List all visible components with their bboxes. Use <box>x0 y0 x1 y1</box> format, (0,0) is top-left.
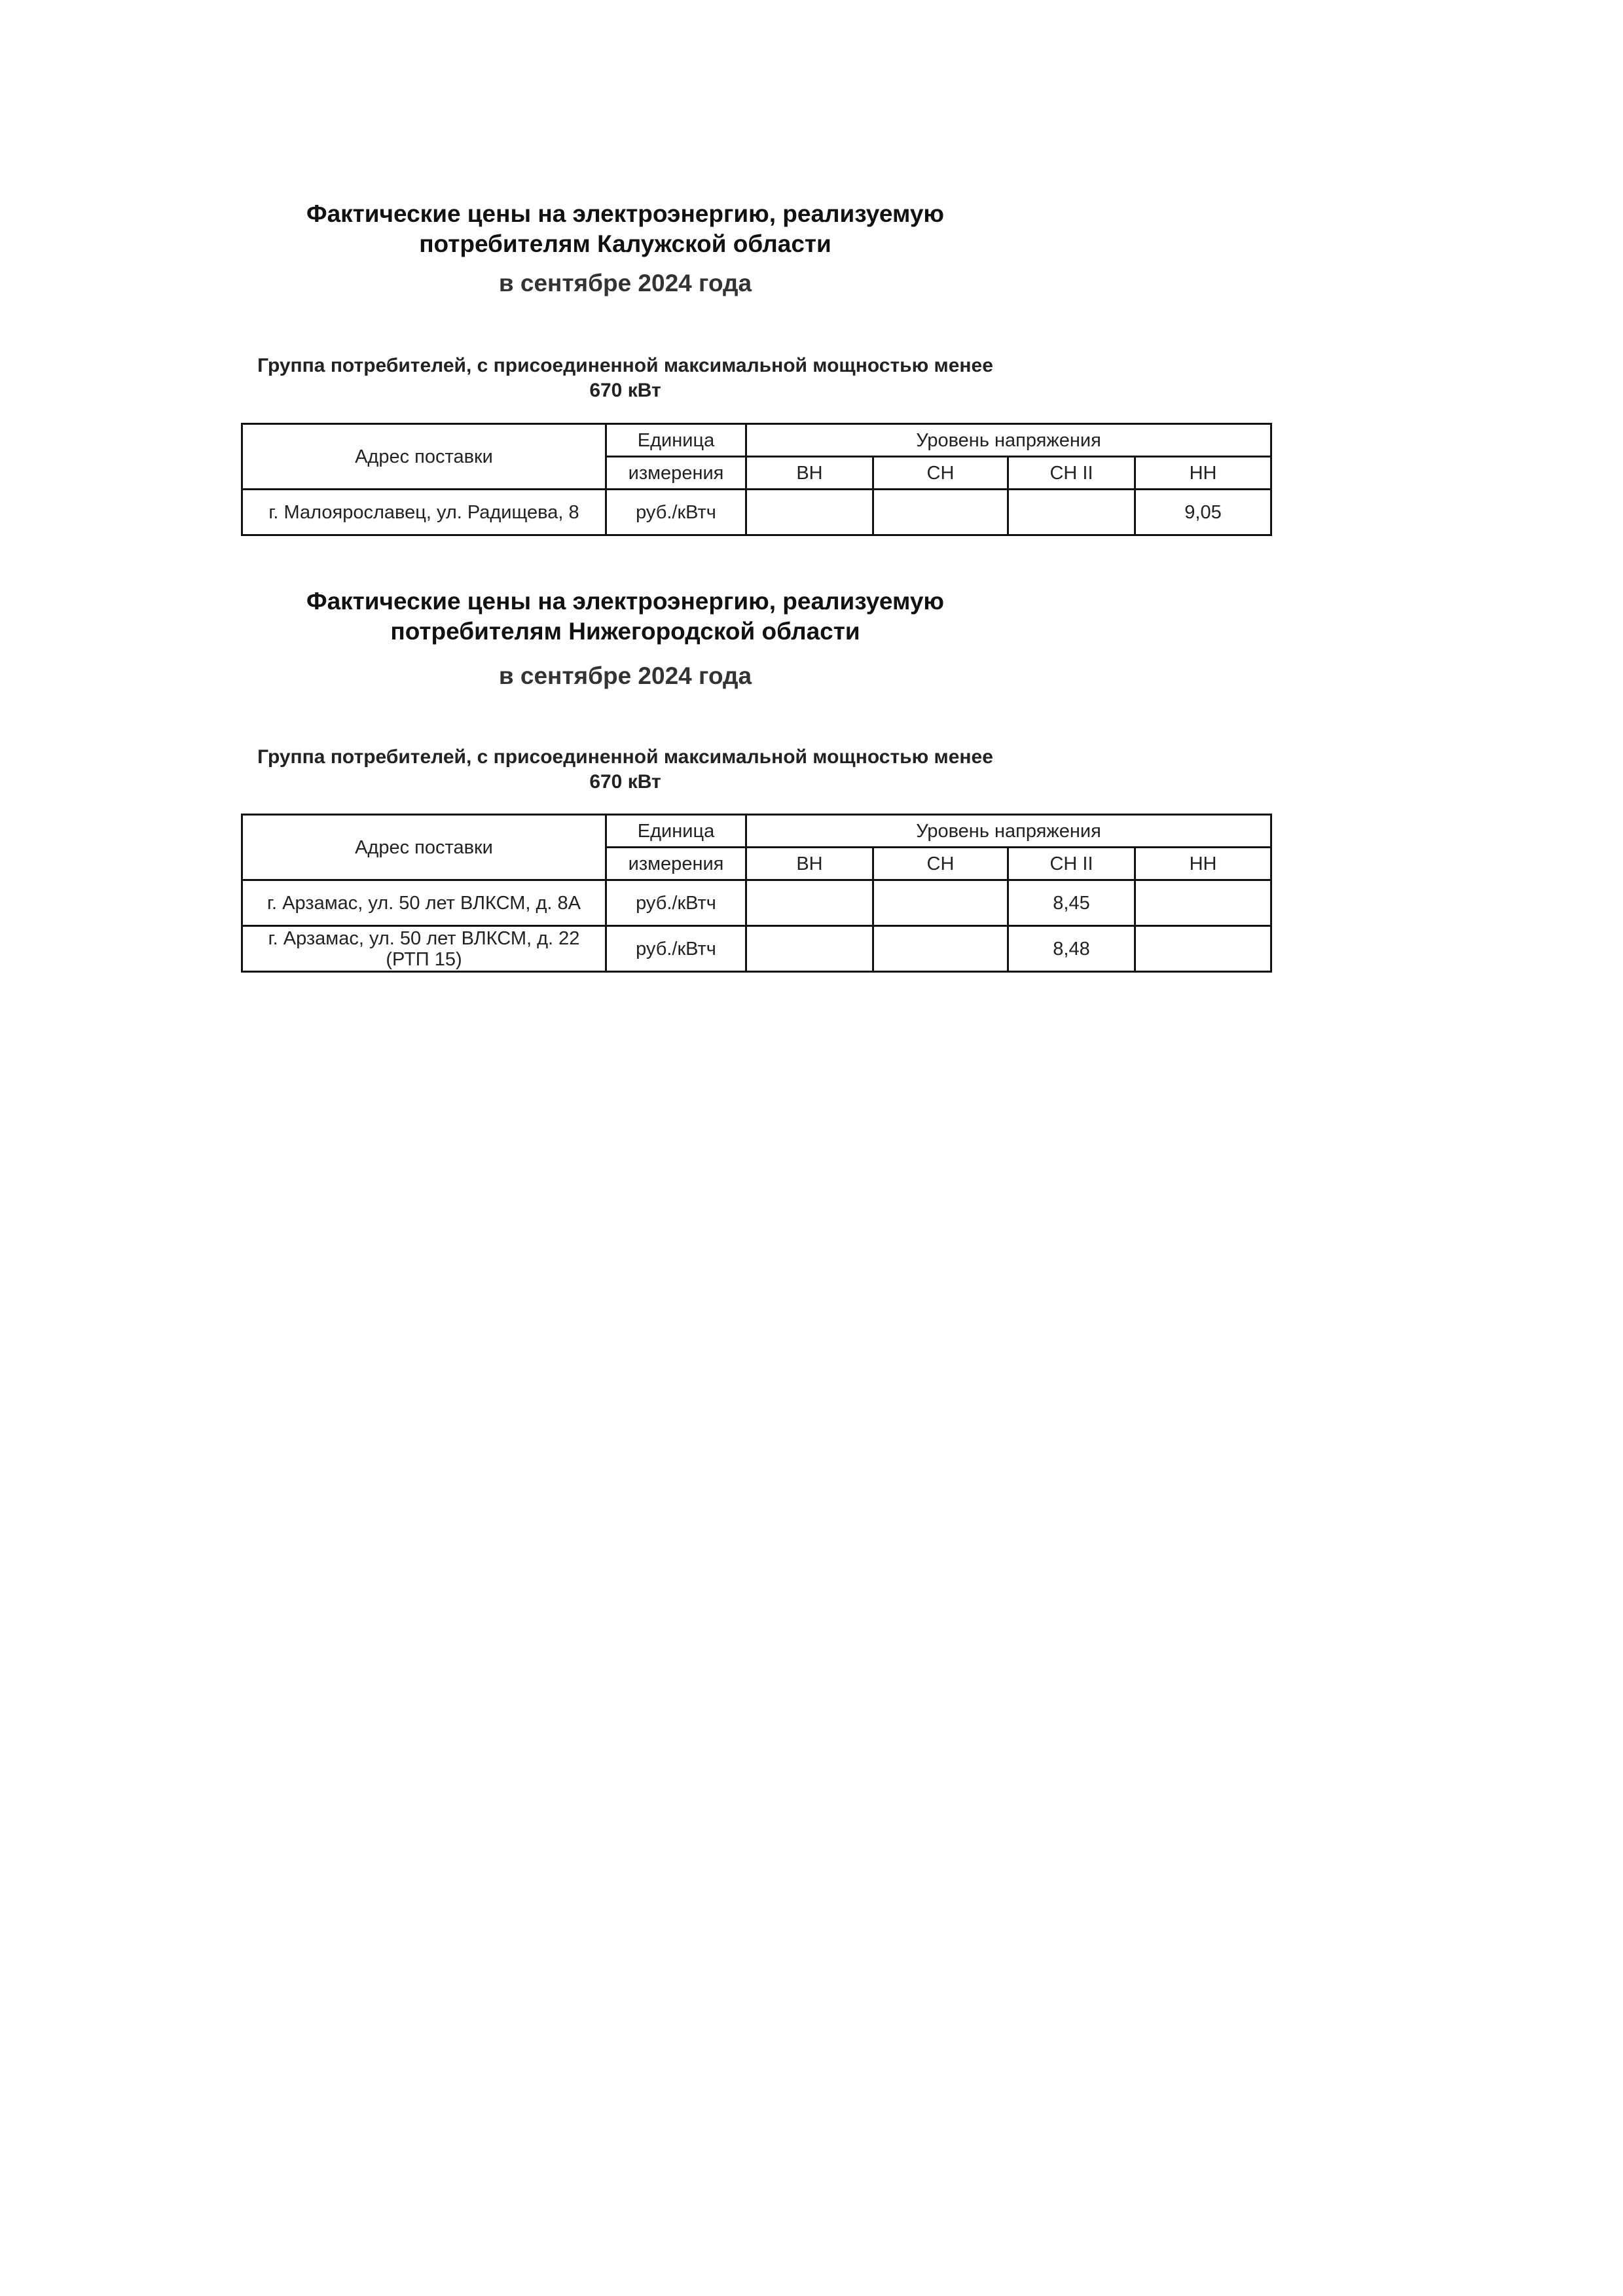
header-address: Адрес поставки <box>242 815 606 880</box>
cell-unit: руб./кВтч <box>606 490 746 535</box>
consumer-group: Группа потребителей, с присоединенной максимальной мощностью менее 670 кВт <box>257 746 993 793</box>
cell-address: г. Арзамас, ул. 50 лет ВЛКСМ, д. 8А <box>242 880 606 926</box>
header-sn2: СН II <box>1008 457 1135 490</box>
cell-nn <box>1135 926 1271 972</box>
header-vn: ВН <box>746 848 873 880</box>
header-unit-line1: Единица <box>606 815 746 848</box>
cell-vn <box>746 880 873 926</box>
consumer-group: Группа потребителей, с присоединенной максимальной мощностью менее 670 кВт <box>257 355 993 401</box>
header-nn: НН <box>1135 848 1271 880</box>
cell-address: г. Малоярославец, ул. Радищева, 8 <box>242 490 606 535</box>
cell-vn <box>746 490 873 535</box>
section-period: в сентябре 2024 года <box>498 662 752 689</box>
header-unit-line1: Единица <box>606 424 746 457</box>
price-table <box>241 814 1272 973</box>
table-row <box>242 926 1271 972</box>
header-voltage-level: Уровень напряжения <box>746 424 1271 457</box>
cell-sn2 <box>1008 490 1135 535</box>
header-sn: СН <box>873 457 1008 490</box>
header-address: Адрес поставки <box>242 424 606 490</box>
cell-unit: руб./кВтч <box>606 926 746 972</box>
header-unit-line2: измерения <box>606 848 746 880</box>
cell-sn2: 8,48 <box>1008 926 1135 972</box>
section-period: в сентябре 2024 года <box>498 270 752 296</box>
price-table <box>241 423 1272 536</box>
cell-vn <box>746 926 873 972</box>
cell-sn2: 8,45 <box>1008 880 1135 926</box>
section-title: Фактические цены на электроэнергию, реализуемую потребителям Нижегородской области <box>306 588 944 645</box>
header-voltage-level: Уровень напряжения <box>746 815 1271 848</box>
cell-sn <box>873 880 1008 926</box>
header-sn2: СН II <box>1008 848 1135 880</box>
table-row <box>242 880 1271 926</box>
header-sn: СН <box>873 848 1008 880</box>
header-unit-line2: измерения <box>606 457 746 490</box>
header-nn: НН <box>1135 457 1271 490</box>
cell-sn <box>873 490 1008 535</box>
section-title: Фактические цены на электроэнергию, реализуемую потребителям Калужской области <box>306 200 944 257</box>
cell-unit: руб./кВтч <box>606 880 746 926</box>
header-vn: ВН <box>746 457 873 490</box>
cell-address: г. Арзамас, ул. 50 лет ВЛКСМ, д. 22 (РТП 15) <box>242 926 606 972</box>
cell-sn <box>873 926 1008 972</box>
cell-nn <box>1135 880 1271 926</box>
table-row <box>242 490 1271 535</box>
cell-nn: 9,05 <box>1135 490 1271 535</box>
